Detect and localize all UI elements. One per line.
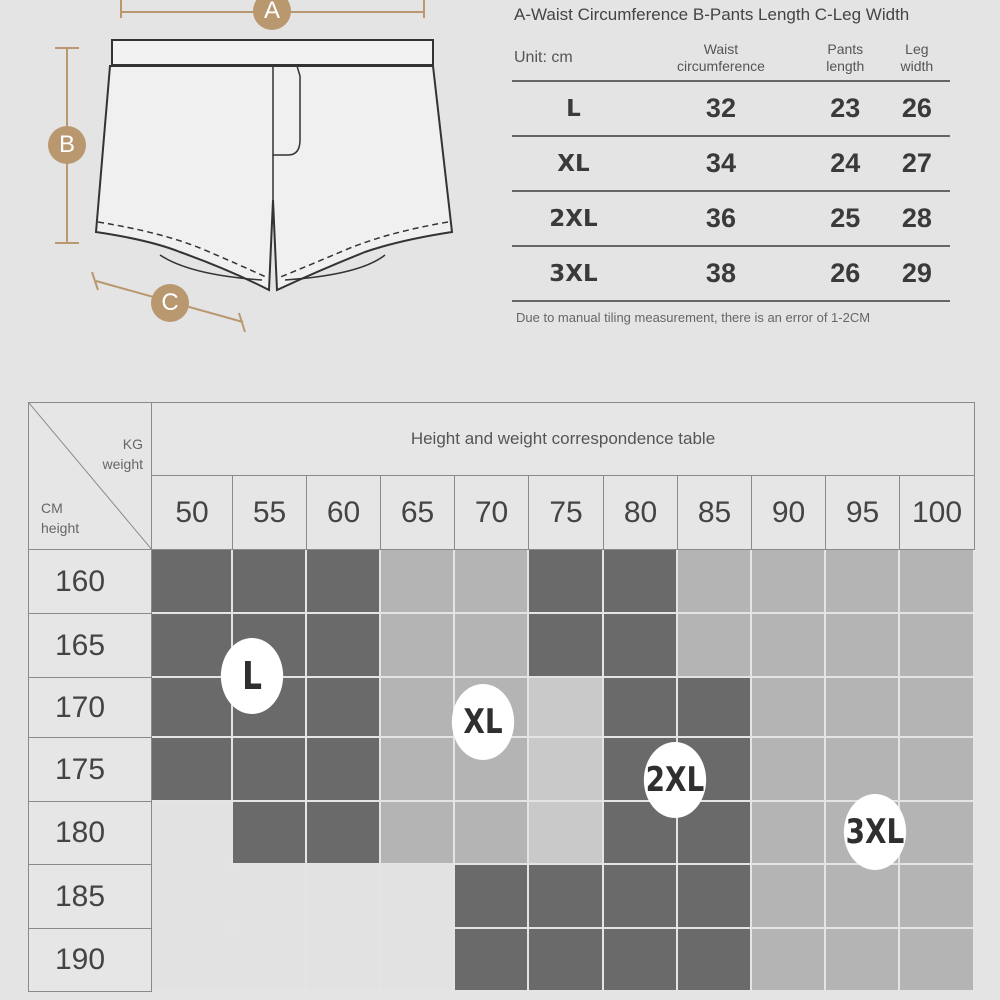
grid-cell [826,614,900,678]
size-badge-l: L [221,638,283,714]
grid-cell [152,678,233,738]
grid-cell [455,865,529,929]
grid-cell [604,678,678,738]
grid-cell [455,929,529,992]
grid-cell [900,865,975,929]
corner-cell [28,402,152,550]
weight-header-cell: 55 [233,476,307,550]
grid-cell [381,614,455,678]
grid-cell [529,550,604,614]
waist-cell: 34 [635,136,807,191]
grid-cell [307,614,381,678]
grid-cell [381,802,455,865]
grid-cell [152,550,233,614]
waist-cell: 36 [635,191,807,246]
leg-cell: 26 [884,81,950,136]
size-cell: 2XL [512,191,635,246]
grid-cell [826,865,900,929]
grid-cell [529,614,604,678]
weight-header-cell: 60 [307,476,381,550]
weight-header-cell: 65 [381,476,455,550]
label-b: B [58,131,75,158]
correspondence-title: Height and weight correspondence table [152,402,975,476]
size-cell: XL [512,136,635,191]
grid-cell [529,802,604,865]
grid-cell [455,550,529,614]
grid-cell [307,865,381,929]
measurement-note: Due to manual tiling measurement, there is an error of 1-2CM [516,310,871,325]
grid-row [152,865,975,929]
grid-cell [826,929,900,992]
label-c: C [161,289,179,316]
weight-header-cell: 75 [529,476,604,550]
size-table-header [512,36,950,81]
size-cell: 3XL [512,246,635,301]
grid-cell [152,802,233,865]
grid-cell [529,929,604,992]
grid-cell [900,802,975,865]
label-a: A [263,0,280,24]
grid-cell [233,929,307,992]
grid-cell [307,550,381,614]
grid-cell [529,865,604,929]
grid-cell [307,929,381,992]
size-badge-3xl: 3XL [844,794,906,870]
length-cell: 23 [807,81,884,136]
grid-cell [826,738,900,802]
grid-cell [752,614,826,678]
grid-cell [152,929,233,992]
leg-cell: 27 [884,136,950,191]
grid-cell [900,929,975,992]
height-header-cell: 190 [28,929,152,992]
grid-cell [381,865,455,929]
waist-header: Waist circumference [635,36,807,81]
grid-cell [307,802,381,865]
grid-cell [152,738,233,802]
height-header-cell: 170 [28,678,152,738]
grid-cell [900,614,975,678]
height-header-cell: 185 [28,865,152,929]
leg-cell: 28 [884,191,950,246]
grid-cell [307,738,381,802]
grid-cell [152,865,233,929]
grid-cell [307,678,381,738]
size-table [512,36,950,302]
height-weight-table [28,402,975,995]
grid-cell [455,614,529,678]
length-cell: 26 [807,246,884,301]
grid-cell [900,678,975,738]
table-row [512,246,950,301]
grid-cell [233,550,307,614]
length-cell: 24 [807,136,884,191]
grid-cell [900,738,975,802]
weight-header-cell: 95 [826,476,900,550]
waist-cell: 38 [635,246,807,301]
size-legend: A-Waist Circumference B-Pants Length C-Leg Width [514,5,910,24]
table-row [512,136,950,191]
size-badge-xl: XL [452,684,514,760]
size-grid [152,550,975,992]
grid-cell [678,614,752,678]
grid-cell [678,865,752,929]
grid-cell [752,929,826,992]
grid-row [152,929,975,992]
grid-cell [604,614,678,678]
grid-cell [604,550,678,614]
height-axis-label: CM height [41,500,80,536]
height-header-cell: 165 [28,614,152,678]
grid-cell [900,550,975,614]
grid-cell [381,678,455,738]
grid-cell [752,738,826,802]
grid-row [152,550,975,614]
shorts-illustration [0,0,500,360]
height-header-cell: 175 [28,738,152,802]
grid-cell [678,929,752,992]
table-row [512,191,950,246]
grid-cell [752,865,826,929]
weight-header-cell: 85 [678,476,752,550]
length-cell: 25 [807,191,884,246]
weight-header-cell: 100 [900,476,975,550]
size-cell: L [512,81,635,136]
grid-cell [529,738,604,802]
weight-header-cell: 90 [752,476,826,550]
shorts-diagram [0,0,500,360]
leg-cell: 29 [884,246,950,301]
grid-cell [233,738,307,802]
grid-cell [381,929,455,992]
size-chart [512,0,952,340]
grid-cell [826,678,900,738]
height-header-cell: 160 [28,550,152,614]
height-header-cell: 180 [28,802,152,865]
size-badge-2xl: 2XL [644,742,706,818]
weight-header-cell: 70 [455,476,529,550]
unit-label: Unit: cm [512,36,635,81]
grid-cell [752,678,826,738]
grid-row [152,738,975,802]
grid-cell [381,738,455,802]
weight-header-cell: 80 [604,476,678,550]
length-header: Pants length [807,36,884,81]
weight-header-cell: 50 [152,476,233,550]
weight-header-row [152,476,975,550]
grid-cell [233,865,307,929]
grid-cell [233,802,307,865]
grid-cell [678,678,752,738]
grid-cell [752,802,826,865]
grid-cell [678,550,752,614]
grid-cell [826,550,900,614]
leg-header: Leg width [884,36,950,81]
grid-cell [752,550,826,614]
table-row [512,81,950,136]
grid-cell [529,678,604,738]
grid-cell [381,550,455,614]
weight-axis-label: KG weight [102,436,143,472]
height-column [28,550,152,992]
grid-cell [455,802,529,865]
grid-cell [604,929,678,992]
grid-cell [604,865,678,929]
waist-cell: 32 [635,81,807,136]
